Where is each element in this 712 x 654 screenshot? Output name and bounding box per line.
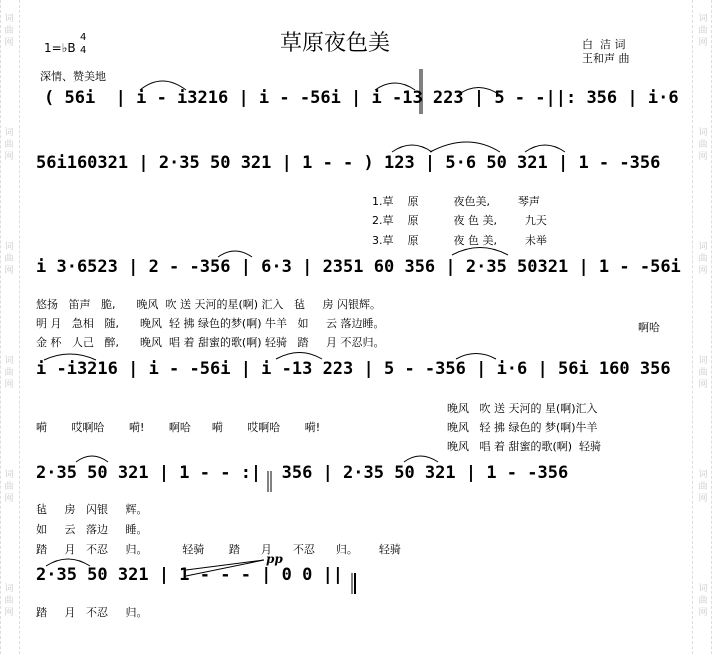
watermark-glyph: 词 [698, 128, 708, 138]
lyric-aha: 啊哈 [638, 321, 660, 334]
watermark-glyph: 网 [4, 380, 14, 390]
composer: 王和声 曲 [582, 52, 630, 65]
watermark-glyph: 曲 [4, 140, 14, 150]
watermark-glyph: 曲 [4, 26, 14, 36]
lyric-row4-verse2: 晚风 轻 拂 绿色的 梦(啊)牛羊 [447, 421, 598, 434]
watermark-glyph: 词 [698, 242, 708, 252]
watermark-glyph: 词 [4, 128, 14, 138]
watermark-glyph: 网 [4, 494, 14, 504]
lyric-verse-1-line: 悠扬 笛声 脆, 晚风 吹 送 天河的星(啊) 汇入 毡 房 闪银辉。 [36, 298, 381, 311]
lyric-verse-3-intro: 3.草 原 夜 色 美, 未举 [372, 234, 547, 247]
watermark-glyph: 词 [4, 242, 14, 252]
lyric-verse-2-intro: 2.草 原 夜 色 美, 九天 [372, 214, 547, 227]
watermark-glyph: 曲 [4, 254, 14, 264]
watermark-glyph: 网 [4, 608, 14, 618]
lyric-row6: 踏 月 不忍 归。 [36, 606, 148, 619]
song-title: 草原夜色美 [280, 31, 391, 56]
notation-row-2: 56i160321 | 2·35 50 321 | 1 - - ) 123 | 5·6 50 321 | 1 - -356 [36, 153, 661, 173]
watermark-glyph: 网 [698, 38, 708, 48]
watermark-glyph: 曲 [698, 368, 708, 378]
notation-row-1: ( 56i | i - i3216 | i - -56i | i -13 223 | 5 - -||: 356 | i·6 [44, 88, 679, 108]
watermark-glyph: 词 [4, 584, 14, 594]
watermark-glyph: 词 [4, 356, 14, 366]
watermark-glyph: 网 [698, 608, 708, 618]
notation-row-3: i 3·6523 | 2 - -356 | 6·3 | 2351 60 356 | 2·35 50321 | 1 - -56i [36, 257, 681, 277]
watermark-glyph: 曲 [698, 482, 708, 492]
watermark-glyph: 曲 [698, 140, 708, 150]
time-signature-numerator: 4 [80, 32, 87, 43]
lyric-verse-2-line: 明 月 急相 随, 晚风 轻 拂 绿色的梦(啊) 牛羊 如 云 落边睡。 [36, 317, 385, 330]
notation-row-5: 2·35 50 321 | 1 - - :| 356 | 2·35 50 321 | 1 - -356 [36, 463, 569, 483]
watermark-glyph: 曲 [4, 596, 14, 606]
lyric-row4-calls: 嗬 哎啊哈 嗬! 啊哈 嗬 哎啊哈 嗬! [36, 421, 321, 434]
lyric-verse-3-line: 金 杯 人己 醉, 晚风 唱 着 甜蜜的歌(啊) 轻骑 踏 月 不忍归。 [36, 336, 385, 349]
watermark-glyph: 网 [4, 38, 14, 48]
watermark-glyph: 词 [698, 470, 708, 480]
watermark-glyph: 曲 [698, 596, 708, 606]
watermark-glyph: 网 [698, 380, 708, 390]
notation-row-4: i -i3216 | i - -56i | i -13 223 | 5 - -356 | i·6 | 56i 160 356 [36, 359, 671, 379]
watermark-glyph: 曲 [698, 26, 708, 36]
watermark-glyph: 词 [698, 14, 708, 24]
watermark-glyph: 词 [4, 14, 14, 24]
notation-row-6: 2·35 50 321 | 1 - - - | 0 0 || [36, 565, 344, 585]
watermark-glyph: 曲 [4, 482, 14, 492]
watermark-glyph: 网 [4, 266, 14, 276]
watermark-glyph: 网 [698, 152, 708, 162]
watermark-glyph: 词 [698, 356, 708, 366]
watermark-glyph: 词 [698, 584, 708, 594]
watermark-glyph: 曲 [4, 368, 14, 378]
lyric-row4-verse1: 晚风 吹 送 天河的 星(啊)汇入 [447, 402, 598, 415]
watermark-glyph: 词 [4, 470, 14, 480]
pianissimo-marking: pp [266, 552, 283, 566]
time-signature-denominator: 4 [80, 45, 87, 56]
watermark-glyph: 网 [698, 266, 708, 276]
watermark-glyph: 网 [4, 152, 14, 162]
watermark-glyph: 网 [698, 494, 708, 504]
lyric-row5-verse2: 如 云 落边 睡。 [36, 523, 148, 536]
lyric-row5-verse1: 毡 房 闪银 辉。 [36, 503, 148, 516]
lyric-row5-verse3: 踏 月 不忍 归。 轻骑 踏 月 不忍 归。 轻骑 [36, 543, 401, 556]
lyric-verse-1-intro: 1.草 原 夜色美, 琴声 [372, 195, 540, 208]
watermark-glyph: 曲 [698, 254, 708, 264]
expression-marking: 深情、赞美地 [40, 70, 106, 83]
lyric-row4-verse3: 晚风 唱 着 甜蜜的歌(啊) 轻骑 [447, 440, 602, 453]
lyricist: 白 洁 词 [582, 38, 626, 51]
key-signature: 1=♭B [44, 41, 76, 55]
